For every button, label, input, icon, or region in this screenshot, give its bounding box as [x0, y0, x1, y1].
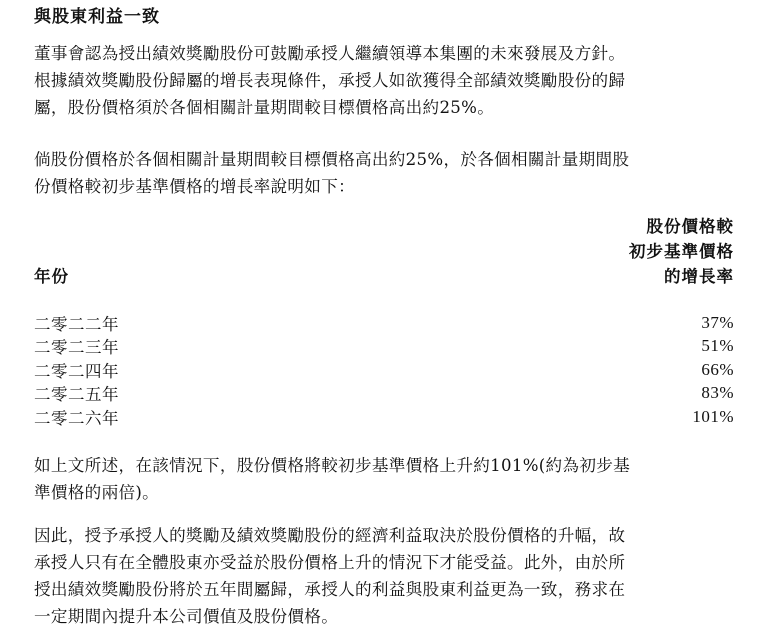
paragraph-conclusion — [34, 522, 734, 630]
table-row-year: 二零二五年 — [34, 385, 119, 405]
paragraph-line: 承授人只有在全體股東亦受益於股份價格上升的情況下才能受益。此外，由於所 — [34, 553, 626, 572]
section-heading: 與股東利益一致 — [34, 7, 160, 27]
table-row-year: 二零二三年 — [34, 338, 119, 358]
paragraph-line: 屬，股份價格須於各個相關計量期間較目標價格高出約25%。 — [34, 98, 495, 117]
paragraph-line: 倘股份價格於各個相關計量期間較目標價格高出約25%，於各個相關計量期間股 — [34, 150, 630, 169]
paragraph-line: 董事會認為授出績效獎勵股份可鼓勵承授人繼續領導本集團的未來發展及方針。 — [34, 44, 626, 63]
table-row — [34, 358, 734, 382]
table-row-value: 101% — [692, 406, 734, 426]
table-row — [34, 311, 734, 335]
table-row-value: 37% — [701, 312, 734, 332]
paragraph-line: 份價格較初步基準價格的增長率說明如下： — [34, 177, 355, 196]
paragraph-line: 根據績效獎勵股份歸屬的增長表現條件，承授人如欲獲得全部績效獎勵股份的歸 — [34, 71, 626, 90]
table-year-header: 年份 — [34, 267, 69, 286]
paragraph-line: 一定期間內提升本公司價值及股份價格。 — [34, 607, 339, 626]
table-row-year: 二零二六年 — [34, 408, 119, 428]
paragraph-rationale — [34, 40, 734, 121]
growth-table — [34, 311, 734, 429]
table-row-year: 二零二二年 — [34, 314, 119, 334]
paragraph-line: 準價格的兩倍)。 — [34, 483, 160, 502]
table-row — [34, 335, 734, 359]
table-row-value: 66% — [701, 359, 734, 379]
table-value-header — [629, 214, 734, 289]
paragraph-line: 因此，授予承授人的獎勵及績效獎勵股份的經濟利益取決於股份價格的升幅，故 — [34, 526, 626, 545]
table-row — [34, 405, 734, 429]
table-header-line: 初步基準價格 — [629, 242, 734, 261]
table-row-value: 83% — [701, 383, 734, 403]
paragraph-outcome — [34, 452, 734, 506]
paragraph-growth-intro — [34, 146, 734, 200]
paragraph-line: 如上文所述，在該情況下，股份價格將較初步基準價格上升約101%(約為初步基 — [34, 456, 631, 475]
table-row-year: 二零二四年 — [34, 361, 119, 381]
paragraph-line: 授出績效獎勵股份將於五年間屬歸，承授人的利益與股東利益更為一致，務求在 — [34, 580, 626, 599]
table-row — [34, 382, 734, 406]
table-header-line: 股份價格較 — [646, 217, 734, 236]
table-header-line: 的增長率 — [664, 267, 734, 286]
table-row-value: 51% — [701, 336, 734, 356]
